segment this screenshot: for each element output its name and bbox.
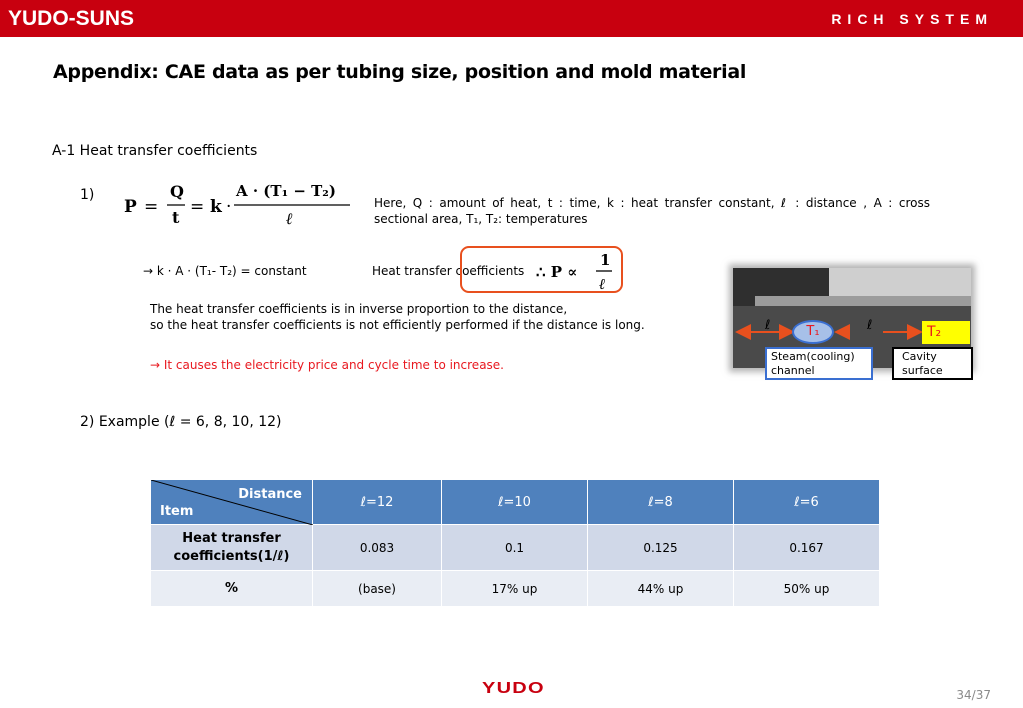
brand-name: YUDO-SUNS	[8, 7, 135, 30]
highlight-frame	[460, 246, 623, 293]
table-header-row	[151, 480, 880, 525]
explanation-line-1: The heat transfer coefficients is in inverse proportion to the distance,	[150, 302, 568, 316]
formula-numerator: A · (T₁ − T₂)	[236, 182, 336, 200]
table-cell: 50% up	[734, 571, 880, 607]
column-header: ℓ=10	[442, 480, 588, 525]
page-number: 34/37	[956, 688, 991, 702]
explanation-line-2: so the heat transfer coefficients is not efficiently performed if the distance is long.	[150, 318, 645, 332]
header-tagline: RICH SYSTEM	[831, 11, 993, 27]
table-cell: 0.125	[588, 525, 734, 571]
formula-k: k	[210, 197, 222, 217]
column-header: ℓ=6	[734, 480, 880, 525]
column-header: ℓ=12	[313, 480, 442, 525]
item-number-1: 1)	[80, 187, 95, 203]
proportional-therefore: ∴ P ∝	[536, 263, 578, 281]
table-row	[151, 525, 880, 571]
heat-formula	[122, 176, 362, 236]
distance-label-right: ℓ	[867, 318, 873, 333]
steam-channel-label: Steam(cooling) channel	[765, 347, 873, 380]
table-cell: 0.1	[442, 525, 588, 571]
htc-label: Heat transfer coefficients	[372, 264, 525, 278]
table-cell: 0.083	[313, 525, 442, 571]
corner-item-label: Item	[160, 504, 194, 519]
corner-distance-label: Distance	[238, 487, 302, 502]
section-heading: A-1 Heat transfer coefficients	[52, 143, 258, 159]
svg-text:=: =	[190, 197, 205, 217]
table-cell: (base)	[313, 571, 442, 607]
variable-description: Here, Q : amount of heat, t : time, k : heat transfer constant, ℓ : distance , A : cross sectional area, T₁, T₂: temperatures	[374, 196, 930, 226]
proportional-numerator: 1	[600, 251, 611, 269]
row-label	[151, 525, 313, 571]
formula-q: Q	[170, 182, 184, 201]
column-header: ℓ=8	[588, 480, 734, 525]
warning-text: → It causes the electricity price and cycle time to increase.	[150, 358, 504, 372]
t1-marker: T₁	[792, 320, 834, 344]
t2-marker: T₂	[922, 321, 970, 344]
svg-text:·: ·	[226, 197, 232, 217]
formula-lhs: P	[124, 197, 137, 217]
footer-logo: YUDO	[482, 680, 545, 697]
cavity-surface-label: Cavity surface	[892, 347, 973, 380]
table-corner-cell	[151, 480, 313, 525]
row-label-text: Heat transfer coefficients(1/ℓ)	[173, 530, 290, 564]
svg-text:=: =	[144, 197, 159, 217]
page-title: Appendix: CAE data as per tubing size, position and mold material	[53, 61, 747, 83]
proportional-denominator: ℓ	[599, 275, 606, 293]
mold-diagram	[733, 268, 973, 383]
table-cell: 17% up	[442, 571, 588, 607]
table-cell: 0.167	[734, 525, 880, 571]
header-bar	[0, 0, 1023, 37]
formula-t: t	[172, 208, 180, 227]
row-label: %	[151, 571, 313, 607]
explanation-paragraph	[150, 301, 645, 333]
table-row	[151, 571, 880, 607]
constant-statement: → k · A · (T₁- T₂) = constant	[143, 264, 307, 278]
formula-denominator: ℓ	[286, 209, 293, 228]
table-cell: 44% up	[588, 571, 734, 607]
distance-label-left: ℓ	[765, 318, 771, 333]
example-heading: 2) Example (ℓ = 6, 8, 10, 12)	[80, 414, 282, 430]
htc-table	[150, 479, 880, 607]
